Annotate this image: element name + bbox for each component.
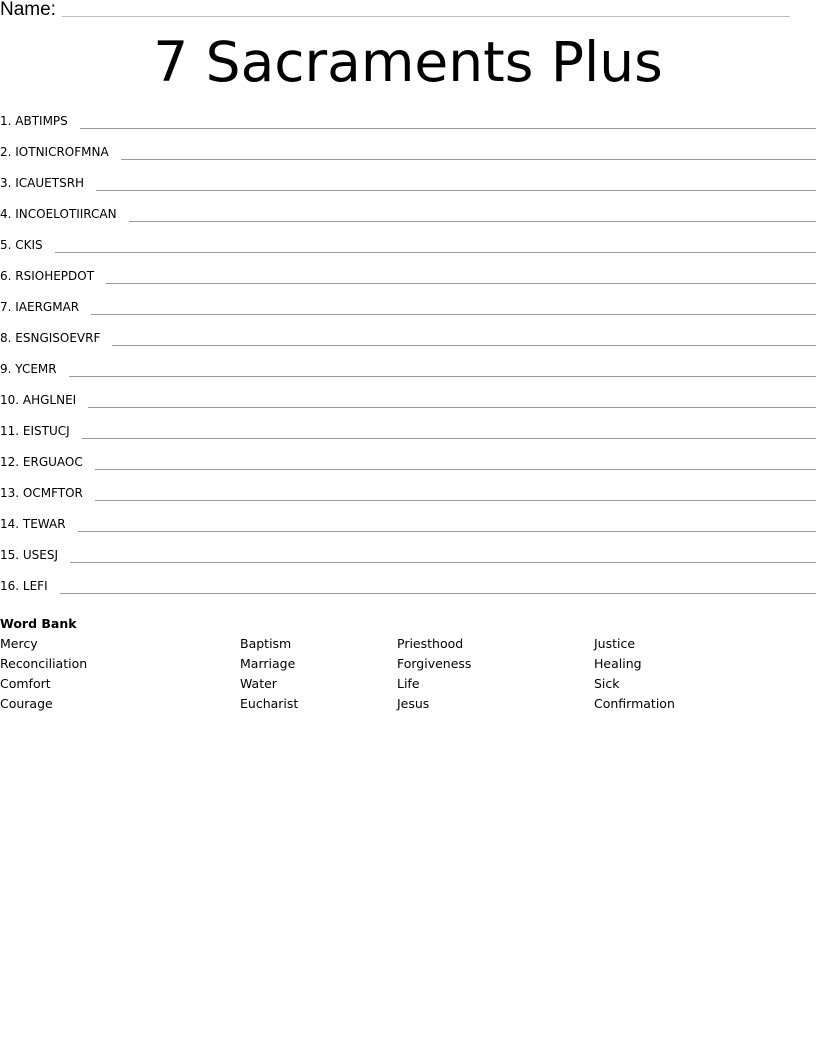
question-row: [0, 391, 816, 422]
word-bank-word: Confirmation: [594, 696, 675, 711]
question-label: 16. LEFI: [0, 579, 48, 593]
question-label: 5. CKIS: [0, 238, 43, 252]
word-bank-column: [397, 634, 471, 714]
question-row: [0, 267, 816, 298]
word-bank-word: Water: [240, 676, 277, 691]
answer-line[interactable]: [121, 159, 816, 160]
answer-line[interactable]: [70, 562, 816, 563]
name-answer-line[interactable]: [62, 16, 790, 17]
question-row: [0, 205, 816, 236]
word-bank-word: Reconciliation: [0, 656, 88, 671]
question-row: [0, 236, 816, 267]
question-label: 11. EISTUCJ: [0, 424, 70, 438]
word-bank-word: Eucharist: [240, 696, 299, 711]
question-row: [0, 329, 816, 360]
question-label: 1. ABTIMPS: [0, 114, 68, 128]
question-label: 4. INCOELOTIIRCAN: [0, 207, 117, 221]
word-bank-grid: [0, 634, 816, 714]
question-row: [0, 515, 816, 546]
word-bank-word: Jesus: [397, 696, 430, 711]
answer-line[interactable]: [55, 252, 816, 253]
answer-line[interactable]: [106, 283, 816, 284]
word-bank-word: Priesthood: [397, 636, 464, 651]
word-bank-word: Comfort: [0, 676, 51, 691]
question-label: 7. IAERGMAR: [0, 300, 80, 314]
question-row: [0, 143, 816, 174]
question-label: 9. YCEMR: [0, 362, 57, 376]
answer-line[interactable]: [80, 128, 816, 129]
word-bank-word: Forgiveness: [397, 656, 472, 671]
word-bank-word: Life: [397, 676, 420, 691]
page-title: 7 Sacraments Plus: [153, 30, 663, 94]
name-row: [0, 0, 790, 22]
word-bank-word: Healing: [594, 656, 642, 671]
word-bank: [0, 614, 816, 714]
question-label: 3. ICAUETSRH: [0, 176, 85, 190]
question-row: [0, 112, 816, 143]
answer-line[interactable]: [82, 438, 816, 439]
question-row: [0, 453, 816, 484]
question-row: [0, 174, 816, 205]
question-label: 10. AHGLNEI: [0, 393, 77, 407]
answer-line[interactable]: [95, 500, 816, 501]
answer-line[interactable]: [69, 376, 816, 377]
question-label: 6. RSIOHEPDOT: [0, 269, 95, 283]
question-label: 13. OCMFTOR: [0, 486, 83, 500]
question-list: [0, 112, 816, 608]
name-label: Name:: [0, 0, 56, 20]
answer-line[interactable]: [78, 531, 816, 532]
question-row: [0, 422, 816, 453]
question-label: 15. USESJ: [0, 548, 59, 562]
answer-line[interactable]: [95, 469, 816, 470]
word-bank-word: Sick: [594, 676, 620, 691]
word-bank-word: Courage: [0, 696, 53, 711]
word-bank-word: Baptism: [240, 636, 292, 651]
word-bank-column: [594, 634, 675, 714]
word-bank-word: Mercy: [0, 636, 38, 651]
question-label: 2. IOTNICROFMNA: [0, 145, 109, 159]
answer-line[interactable]: [91, 314, 816, 315]
word-bank-title: Word Bank: [0, 616, 77, 631]
answer-line[interactable]: [112, 345, 816, 346]
word-bank-column: [240, 634, 298, 714]
question-row: [0, 360, 816, 391]
answer-line[interactable]: [60, 593, 816, 594]
question-label: 14. TEWAR: [0, 517, 66, 531]
answer-line[interactable]: [129, 221, 816, 222]
question-row: [0, 546, 816, 577]
answer-line[interactable]: [96, 190, 816, 191]
question-row: [0, 298, 816, 329]
question-row: [0, 577, 816, 608]
word-bank-word: Justice: [594, 636, 636, 651]
question-row: [0, 484, 816, 515]
word-bank-word: Marriage: [240, 656, 296, 671]
question-label: 12. ERGUAOC: [0, 455, 83, 469]
word-bank-column: [0, 634, 87, 714]
answer-line[interactable]: [88, 407, 816, 408]
question-label: 8. ESNGISOEVRF: [0, 331, 101, 345]
